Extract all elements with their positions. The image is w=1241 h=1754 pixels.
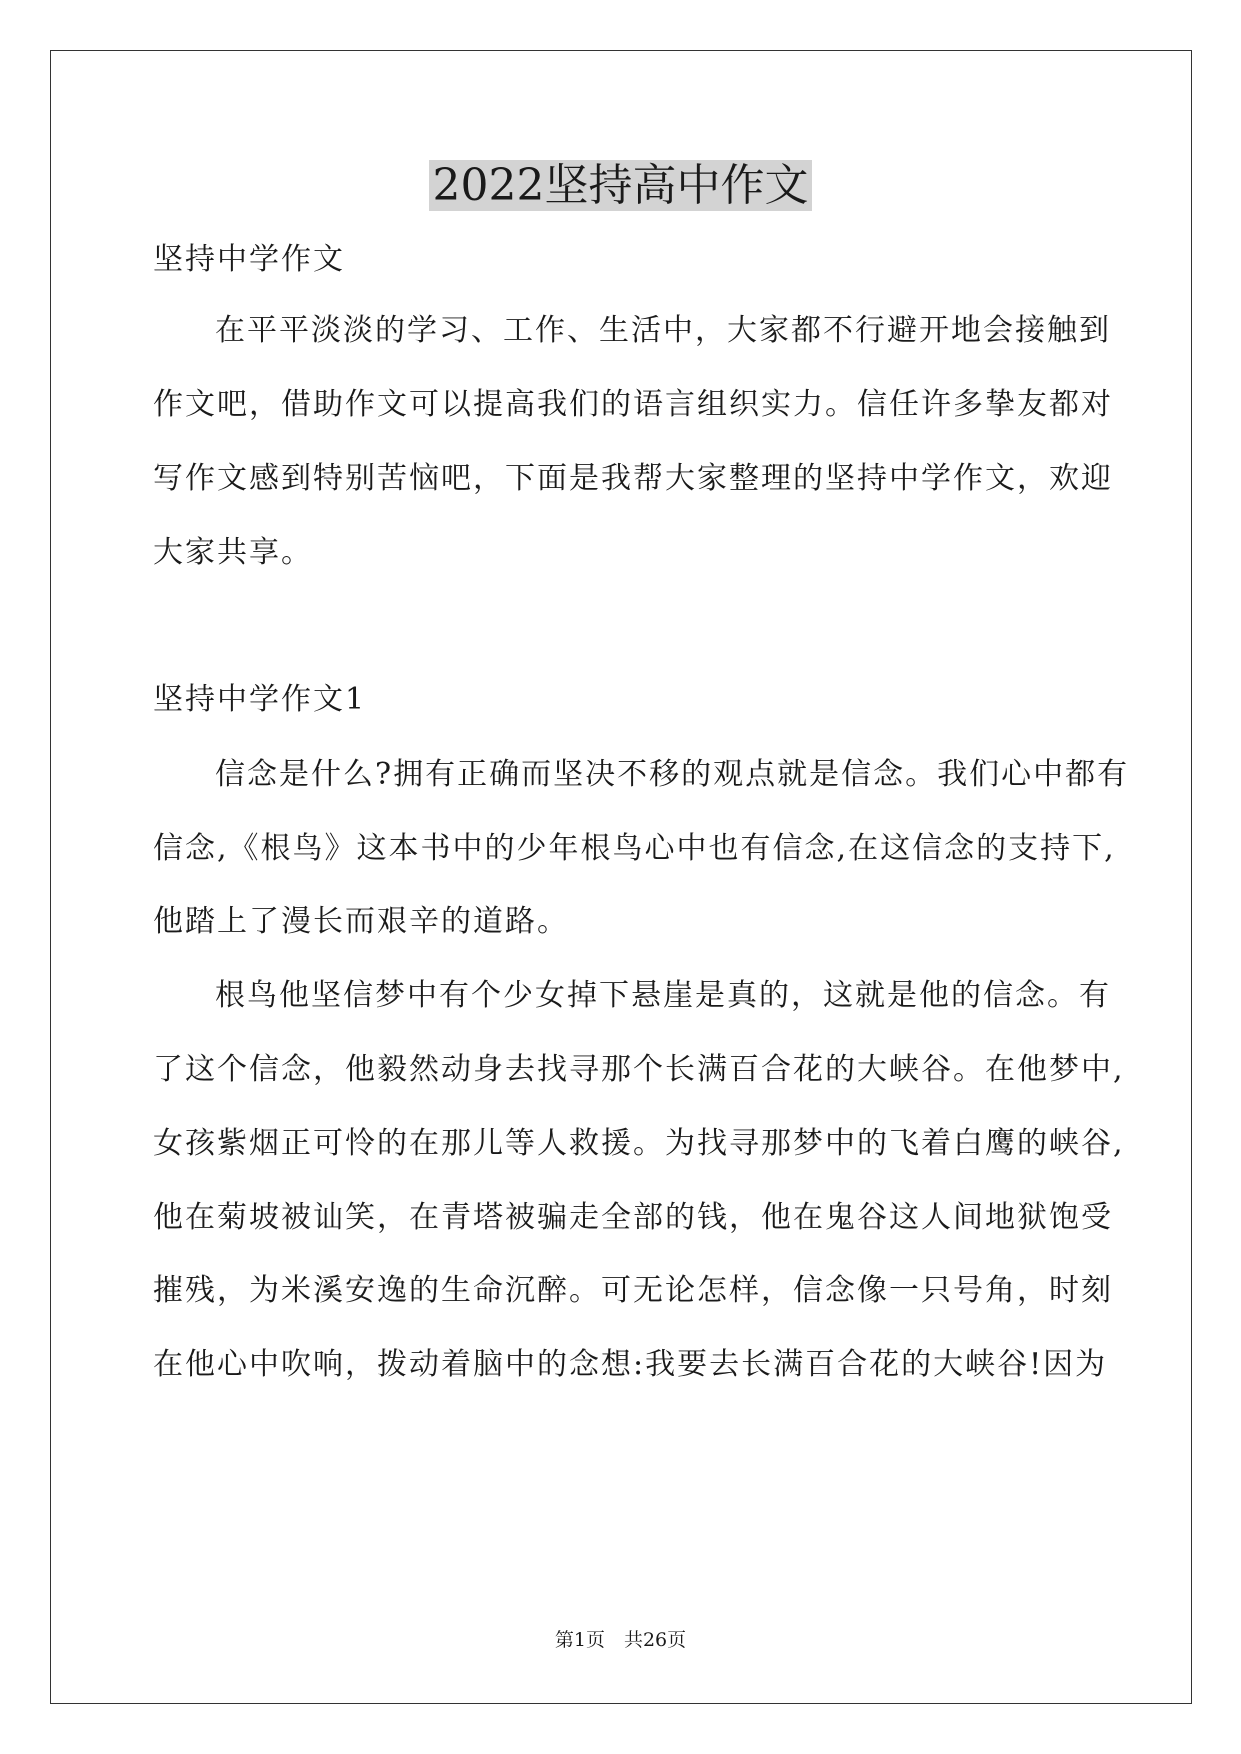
section-heading: 坚持中学作文1	[153, 682, 367, 717]
paragraph-line: 信念是什么?拥有正确而坚决不移的观点就是信念。我们心中都有	[215, 757, 1130, 792]
paragraph-line: 信念,《根鸟》这本书中的少年根鸟心中也有信念,在这信念的支持下,	[153, 831, 1116, 866]
paragraph-line: 摧残，为米溪安逸的生命沉醉。可无论怎样，信念像一只号角，时刻	[153, 1273, 1113, 1308]
document-title	[0, 158, 1241, 214]
section-heading: 坚持中学作文	[153, 242, 345, 277]
document-title-text: 2022坚持高中作文	[429, 160, 813, 211]
paragraph-line: 大家共享。	[153, 535, 313, 570]
paragraph-line: 了这个信念，他毅然动身去找寻那个长满百合花的大峡谷。在他梦中,	[153, 1052, 1125, 1087]
paragraph-line: 在平平淡淡的学习、工作、生活中，大家都不行避开地会接触到	[215, 313, 1111, 348]
paragraph-line: 根鸟他坚信梦中有个少女掉下悬崖是真的，这就是他的信念。有	[215, 978, 1111, 1013]
page-border	[50, 50, 1192, 1704]
page-number: 第1页 共26页	[554, 1629, 687, 1651]
paragraph-line: 作文吧，借助作文可以提高我们的语言组织实力。信任许多挚友都对	[153, 387, 1113, 422]
paragraph-line: 写作文感到特别苦恼吧，下面是我帮大家整理的坚持中学作文，欢迎	[153, 461, 1113, 496]
paragraph-line: 在他心中吹响，拨动着脑中的念想:我要去长满百合花的大峡谷!因为	[153, 1347, 1108, 1382]
paragraph-line: 女孩紫烟正可怜的在那儿等人救援。为找寻那梦中的飞着白鹰的峡谷,	[153, 1126, 1125, 1161]
paragraph-line: 他踏上了漫长而艰辛的道路。	[153, 904, 569, 939]
paragraph-line: 他在菊坡被讪笑，在青塔被骗走全部的钱，他在鬼谷这人间地狱饱受	[153, 1200, 1113, 1235]
